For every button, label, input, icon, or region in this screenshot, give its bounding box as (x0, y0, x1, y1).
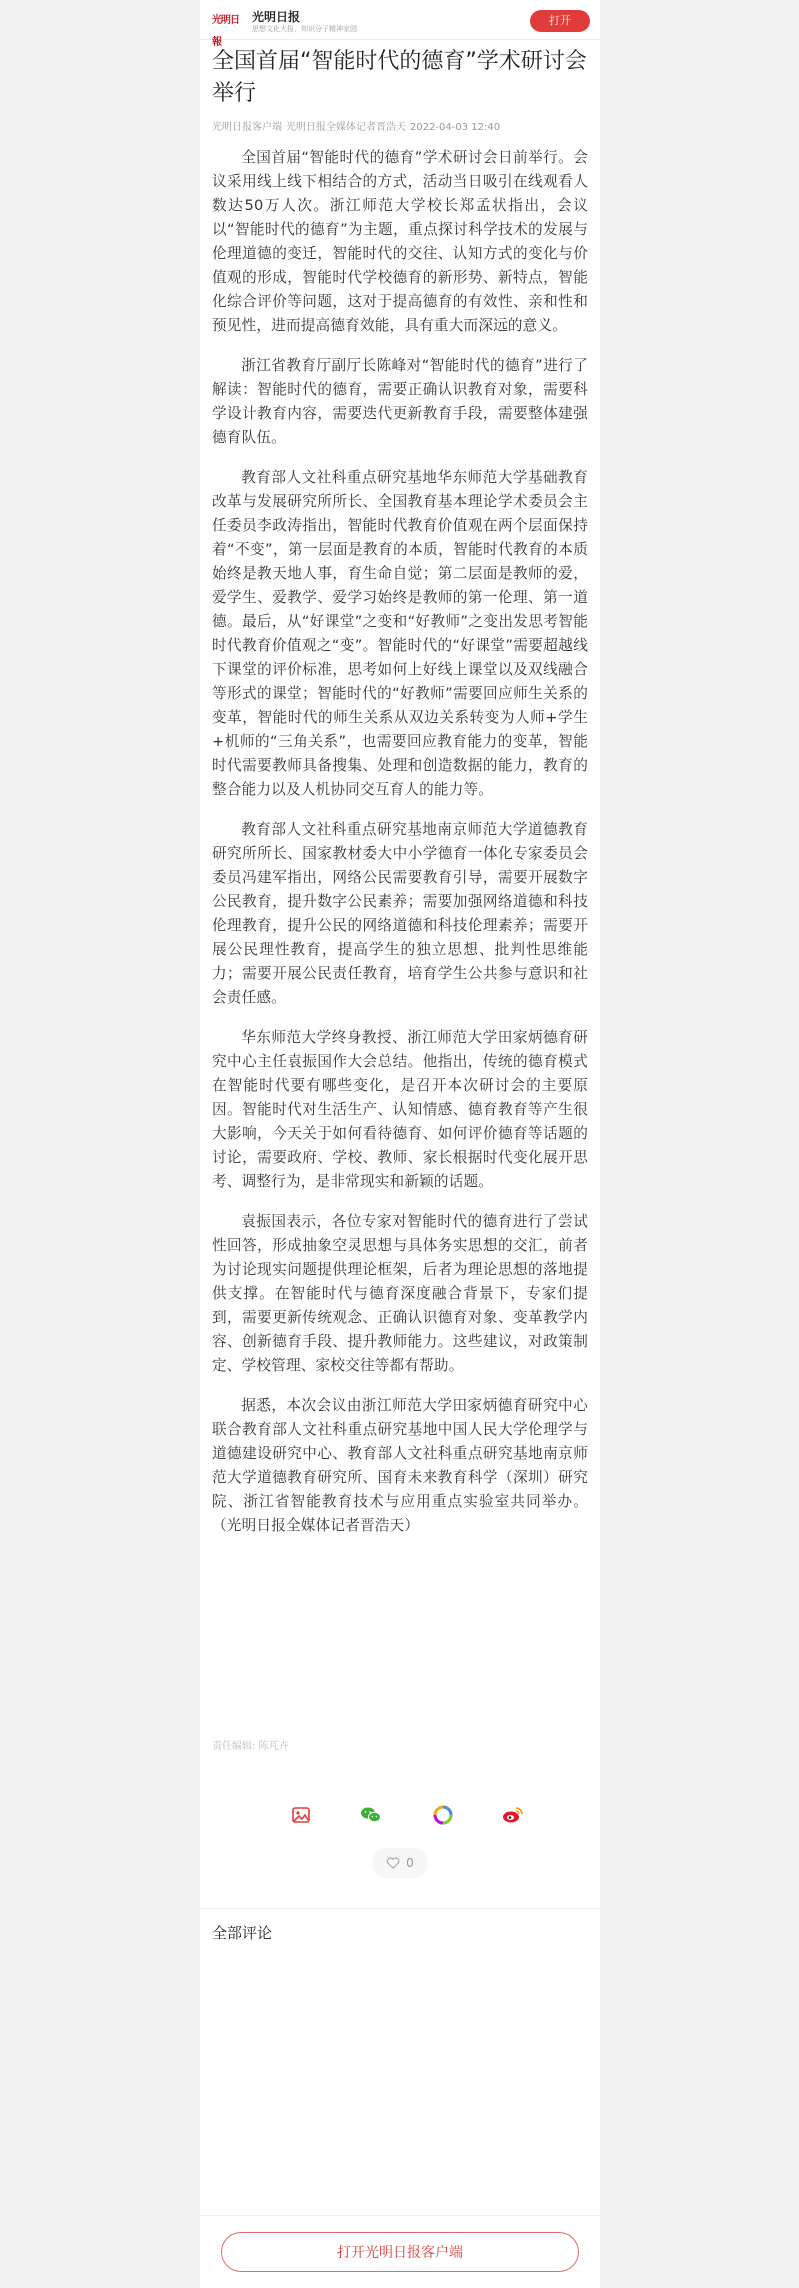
share-bar (200, 1800, 600, 1830)
footer-divider (200, 2215, 600, 2216)
section-divider (200, 1908, 600, 1909)
article-page (200, 0, 600, 2288)
article-paragraph: 袁振国表示，各位专家对智能时代的德育进行了尝试性回答，形成抽象空灵思想与具体务实思想的交汇，前者为讨论现实问题提供理论框架，后者为理论思想的落地提供支撑。在智能时代与德育深度融合背景下，专家们提到，需要更新传统观念、正确认识德育对象、变革教学内容、创新德育手段、提升教师能力。这些建议，对政策制定、学校管理、家校交往等都有帮助。 (212, 1213, 588, 1374)
open-app-button[interactable]: 打开 (530, 10, 590, 32)
app-logo: 光明日報 (212, 15, 239, 48)
comments-heading: 全部评论 (212, 1924, 273, 1942)
open-client-button[interactable]: 打开光明日报客户端 (221, 2232, 579, 2272)
article-title: 全国首届“智能时代的德育”学术研讨会举行 (212, 49, 587, 106)
article-source: 光明日报客户端 (212, 122, 282, 133)
article-body (212, 146, 588, 1554)
article-date: 2022-04-03 12:40 (410, 122, 501, 133)
like-button[interactable] (372, 1848, 428, 1878)
moments-icon[interactable] (432, 1804, 454, 1826)
weibo-icon[interactable] (502, 1804, 524, 1826)
article-paragraph: 华东师范大学终身教授、浙江师范大学田家炳德育研究中心主任袁振国作大会总结。他指出，传统的德育模式在智能时代要有哪些变化，是召开本次研讨会的主要原因。智能时代对生活生产、认知情感、德育教育等产生很大影响，今天关于如何看待德育、如何评价德育等话题的讨论，需要政府、学校、教师、家长根据时代变化展开思考、调整行为，是非常现实和新颖的话题。 (212, 1029, 588, 1190)
picture-icon[interactable] (290, 1804, 312, 1826)
article-paragraph: 浙江省教育厅副厅长陈峰对“智能时代的德育”进行了解读：智能时代的德育，需要正确认识教育对象，需要科学设计教育内容，需要迭代更新教育手段，需要整体建强德育队伍。 (212, 357, 588, 446)
article-paragraph: 教育部人文社科重点研究基地南京师范大学道德教育研究所所长、国家教材委大中小学德育一体化专家委员会委员冯建军指出，网络公民需要教育引导，需要开展数字公民教育，提升数字公民素养；需要加强网络道德和科技伦理教育，提升公民的网络道德和科技伦理素养；需要开展公民理性教育，提高学生的独立思想、批判性思维能力；需要开展公民责任教育，培育学生公共参与意识和社会责任感。 (212, 821, 588, 1006)
article-paragraph: 教育部人文社科重点研究基地华东师范大学基础教育改革与发展研究所所长、全国教育基本理论学术委员会主任委员李政涛指出，智能时代教育价值观在两个层面保持着“不变”，第一层面是教育的本质，智能时代教育的本质始终是教天地人事，育生命自觉；第二层面是教师的爱，爱学生、爱教学、爱学习始终是教师的第一伦理、第一道德。最后，从“好课堂”之变和“好教师”之变出发思考智能时代教育价值观之“变”。智能时代的“好课堂”需要超越线下课堂的评价标准，思考如何上好线上课堂以及双线融合等形式的课堂；智能时代的“好教师”需要回应师生关系的变革，智能时代的师生关系从双边关系转变为人师+学生+机师的“三角关系”，也需要回应教育能力的变革，智能时代需要教师具备搜集、处理和创造数据的能力，教育的整合能力以及人机协同交互育人的能力等。 (212, 469, 588, 798)
wechat-icon[interactable] (360, 1804, 382, 1826)
app-banner (200, 0, 600, 48)
app-name: 光明日报 (252, 10, 301, 24)
app-slogan: 思想文化大报，知识分子精神家园 (252, 25, 357, 33)
heart-icon (386, 1857, 400, 1869)
responsible-editor: 责任编辑: 陈芃卉 (212, 1741, 289, 1752)
article-paragraph: 全国首届“智能时代的德育”学术研讨会日前举行。会议采用线上线下相结合的方式，活动当日吸引在线观看人数达50万人次。浙江师范大学校长郑孟状指出，会议以“智能时代的德育”为主题，重点探讨科学技术的发展与伦理道德的变迁，智能时代的交往、认知方式的变化与价值观的形成，智能时代学校德育的新形势、新特点，智能化综合评价等问题，这对于提高德育的有效性、亲和性和预见性，进而提高德育效能，具有重大而深远的意义。 (212, 149, 588, 334)
article-meta (212, 118, 504, 133)
article-author: 光明日报全媒体记者晋浩天 (286, 122, 406, 133)
like-count: 0 (406, 1856, 414, 1870)
article-paragraph: 据悉，本次会议由浙江师范大学田家炳德育研究中心联合教育部人文社科重点研究基地中国人民大学伦理学与道德建设研究中心、教育部人文社科重点研究基地南京师范大学道德教育研究所、国育未来教育科学（深圳）研究院、浙江省智能教育技术与应用重点实验室共同举办。（光明日报全媒体记者晋浩天） (212, 1397, 588, 1534)
